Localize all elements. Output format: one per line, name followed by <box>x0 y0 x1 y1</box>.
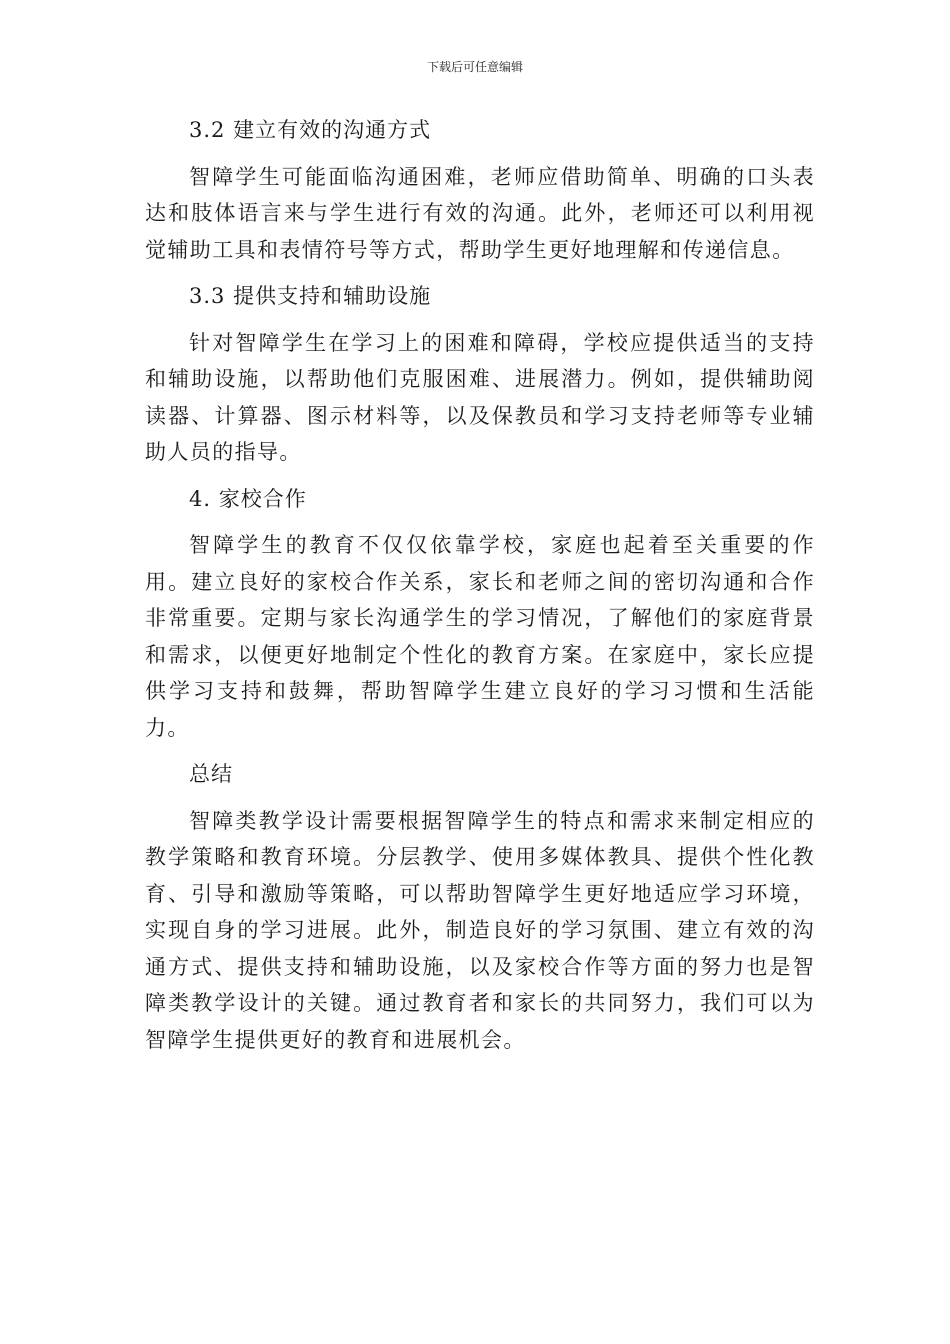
section-heading-3-3: 3.3 提供支持和辅助设施 <box>189 284 432 308</box>
document-body <box>145 112 815 1068</box>
section-heading-4: 4. 家校合作 <box>189 486 307 511</box>
section-paragraph-4: 智障学生的教育不仅仅依靠学校，家庭也起着至关重要的作用。建立良好的家校合作关系，家长和老师之间的密切沟通和合作非常重要。定期与家长沟通学生的学习情况，了解他们的家庭背景和需求，以便更好地制定个性化的教育方案。在家庭中，家长应提供学习支持和鼓舞，帮助智障学生建立良好的学习习惯和生活能力。 <box>145 533 815 740</box>
section-paragraph-3-3: 针对智障学生在学习上的困难和障碍，学校应提供适当的支持和辅助设施，以帮助他们克服困难、进展潜力。例如，提供辅助阅读器、计算器、图示材料等，以及保教员和学习支持老师等专业辅助人员的指导。 <box>145 330 815 464</box>
section-paragraph-summary: 智障类教学设计需要根据智障学生的特点和需求来制定相应的教学策略和教育环境。分层教学、使用多媒体教具、提供个性化教育、引导和激励等策略，可以帮助智障学生更好地适应学习环境，实现自身的学习进展。此外，制造良好的学习氛围、建立有效的沟通方式、提供支持和辅助设施，以及家校合作等方面的努力也是智障类教学设计的关键。通过教育者和家长的共同努力，我们可以为智障学生提供更好的教育和进展机会。 <box>145 808 815 1052</box>
section-paragraph-3-2: 智障学生可能面临沟通困难，老师应借助简单、明确的口头表达和肢体语言来与学生进行有效的沟通。此外，老师还可以利用视觉辅助工具和表情符号等方式，帮助学生更好地理解和传递信息。 <box>145 164 815 262</box>
page-header-note: 下载后可任意编辑 <box>426 60 523 74</box>
section-heading-3-2: 3.2 建立有效的沟通方式 <box>189 118 432 142</box>
section-heading-summary: 总结 <box>189 762 233 786</box>
